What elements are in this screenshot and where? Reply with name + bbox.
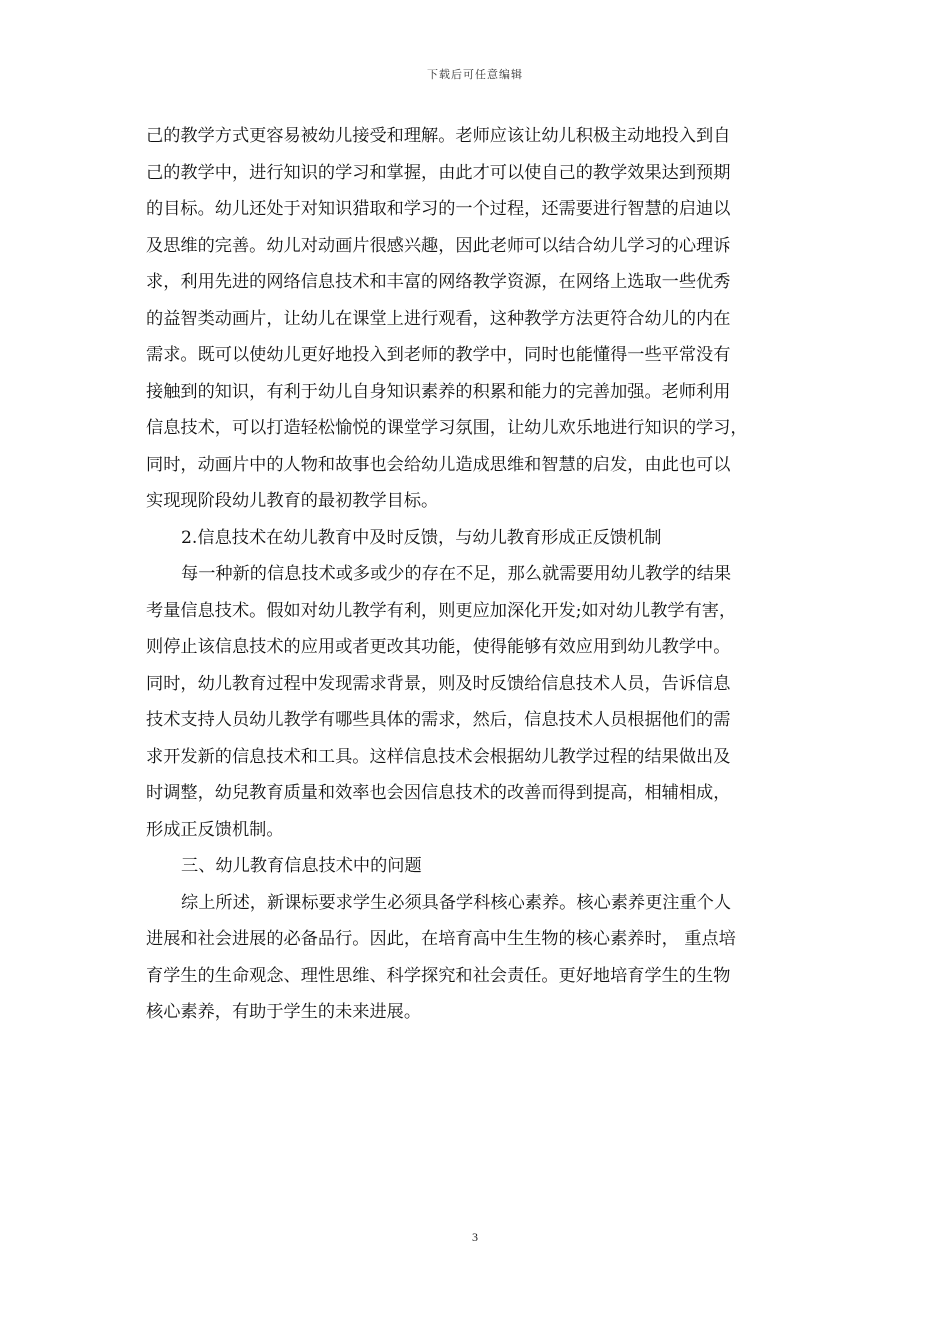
text-line: 则停止该信息技术的应用或者更改其功能，使得能够有效应用到幼儿教学中。	[146, 637, 731, 657]
page-header: 下载后可任意编辑	[427, 68, 523, 81]
section-heading: 三、幼儿教育信息技术中的问题	[181, 856, 422, 876]
text-line: 每一种新的信息技术或多或少的存在不足，那么就需要用幼儿教学的结果	[181, 564, 732, 584]
text-line: 技术支持人员幼儿教学有哪些具体的需求，然后，信息技术人员根据他们的需	[146, 710, 731, 730]
text-line: 接触到的知识，有利于幼儿自身知识素养的积累和能力的完善加强。老师利用	[146, 381, 731, 402]
text-line: 进展和社会进展的必备品行。因此，在培育高中生生物的核心素养时， 重点培	[146, 929, 736, 949]
text-line: 信息技术，可以打造轻松愉悦的课堂学习氛围，让幼儿欢乐地进行知识的学习，	[146, 418, 748, 438]
document-body	[146, 118, 810, 1031]
text-line: 形成正反馈机制。	[146, 819, 284, 840]
text-line: 及思维的完善。幼儿对动画片很感兴趣，因此老师可以结合幼儿学习的心理诉	[146, 235, 731, 256]
text-line: 需求。既可以使幼儿更好地投入到老师的教学中，同时也能懂得一些平常没有	[146, 345, 731, 365]
text-line: 同时，幼儿教育过程中发现需求背景，则及时反馈给信息技术人员，告诉信息	[146, 673, 731, 694]
text-line: 育学生的生命观念、理性思维、科学探究和社会责任。更好地培育学生的生物	[146, 965, 731, 986]
section-heading: 2.信息技术在幼儿教育中及时反馈，与幼儿教育形成正反馈机制	[181, 527, 662, 548]
text-line: 求开发新的信息技术和工具。这样信息技术会根据幼儿教学过程的结果做出及	[146, 746, 731, 767]
text-line: 的益智类动画片，让幼儿在课堂上进行观看，这种教学方法更符合幼儿的内在	[146, 308, 731, 329]
text-line: 时调整，幼兒教育质量和效率也会因信息技术的改善而得到提高，相辅相成，	[146, 783, 731, 803]
text-line: 同时，动画片中的人物和故事也会给幼儿造成思维和智慧的启发，由此也可以	[146, 454, 731, 475]
text-line: 核心素养，有助于学生的未来进展。	[146, 1002, 422, 1022]
text-line: 考量信息技术。假如对幼儿教学有利，则更应加深化开发;如对幼儿教学有害，	[146, 600, 737, 621]
page-number: 3	[472, 1230, 478, 1244]
text-line: 综上所述，新课标要求学生必须具备学科核心素养。核心素养更注重个人	[181, 892, 732, 913]
text-line: 实现现阶段幼儿教育的最初教学目标。	[146, 491, 439, 511]
text-line: 的目标。幼儿还处于对知识猎取和学习的一个过程，还需要进行智慧的启迪以	[146, 199, 731, 219]
text-line: 求，利用先进的网络信息技术和丰富的网络教学资源，在网络上选取一些优秀	[146, 272, 731, 292]
text-line: 己的教学方式更容易被幼儿接受和理解。老师应该让幼儿积极主动地投入到自	[146, 126, 731, 146]
text-line: 己的教学中，进行知识的学习和掌握，由此才可以使自己的教学效果达到预期	[146, 162, 731, 183]
